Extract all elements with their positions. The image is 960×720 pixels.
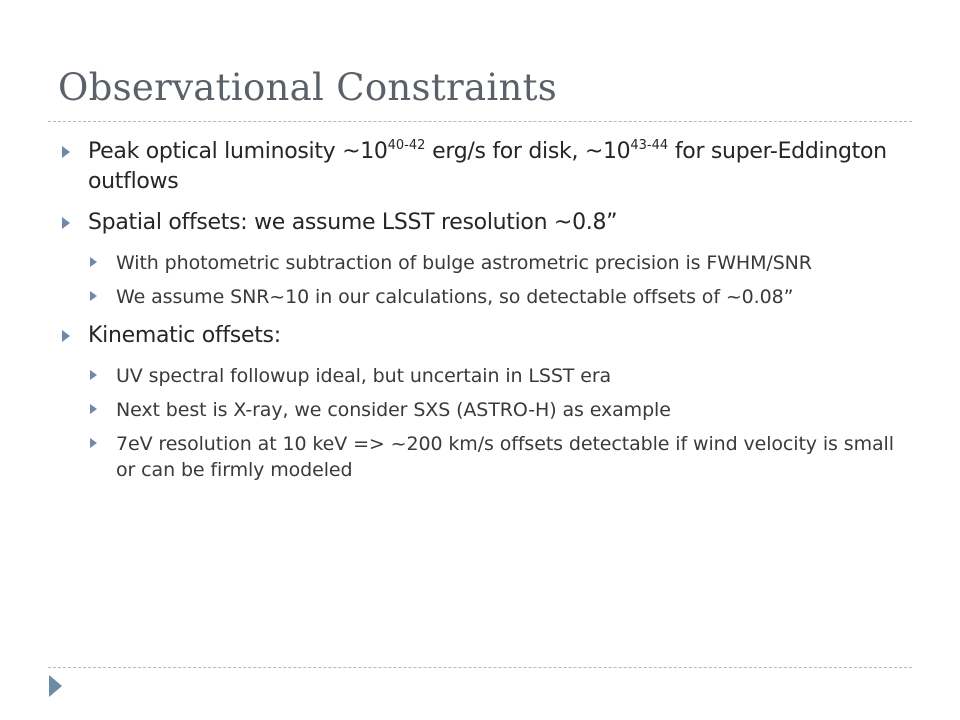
bullet-kinematic-offsets xyxy=(58,321,910,351)
sub-bullet-triangle-icon xyxy=(90,291,97,301)
top-divider xyxy=(48,121,912,122)
sub-bullet-text: Next best is X-ray, we consider SXS (ASTRO-H) as example xyxy=(116,399,671,421)
sub-bullet-photometric-subtraction xyxy=(86,250,910,276)
sub-bullet-text: We assume SNR~10 in our calculations, so detectable offsets of ~0.08” xyxy=(116,286,794,308)
sub-bullet-text: 7eV resolution at 10 keV => ~200 km/s offsets detectable if wind velocity is small or can be firmly modeled xyxy=(116,433,894,481)
bullet-triangle-icon xyxy=(62,217,70,229)
bullet-text: Spatial offsets: we assume LSST resolution ~0.8” xyxy=(88,210,618,235)
sub-bullet-resolution xyxy=(86,431,910,483)
bullet-triangle-icon xyxy=(62,146,70,158)
bottom-divider xyxy=(48,667,912,668)
luminosity-text-suffix: for super-Eddington outflows xyxy=(88,139,887,194)
slide-title: Observational Constraints xyxy=(58,66,558,109)
luminosity-disk-exponent: 40-42 xyxy=(387,138,426,153)
luminosity-text-mid: erg/s for disk, ~10 xyxy=(425,139,631,164)
bullet-text: Kinematic offsets: xyxy=(88,323,281,348)
sub-bullet-triangle-icon xyxy=(90,257,97,267)
sub-bullet-uv-followup xyxy=(86,363,910,389)
sub-bullet-text: With photometric subtraction of bulge astrometric precision is FWHM/SNR xyxy=(116,252,812,274)
sub-bullet-xray-sxs xyxy=(86,397,910,423)
sub-bullet-snr-assumption xyxy=(86,284,910,310)
sub-bullet-text: UV spectral followup ideal, but uncertain in LSST era xyxy=(116,365,612,387)
nav-triangle-icon[interactable] xyxy=(49,675,62,697)
sub-bullet-triangle-icon xyxy=(90,438,97,448)
luminosity-outflow-exponent: 43-44 xyxy=(630,138,669,153)
bullet-list xyxy=(58,137,910,483)
sub-bullet-triangle-icon xyxy=(90,404,97,414)
luminosity-text-prefix: Peak optical luminosity ~10 xyxy=(88,139,388,164)
bullet-luminosity xyxy=(58,137,910,197)
bullet-spatial-offsets xyxy=(58,208,910,238)
bullet-triangle-icon xyxy=(62,330,70,342)
sub-bullet-triangle-icon xyxy=(90,370,97,380)
